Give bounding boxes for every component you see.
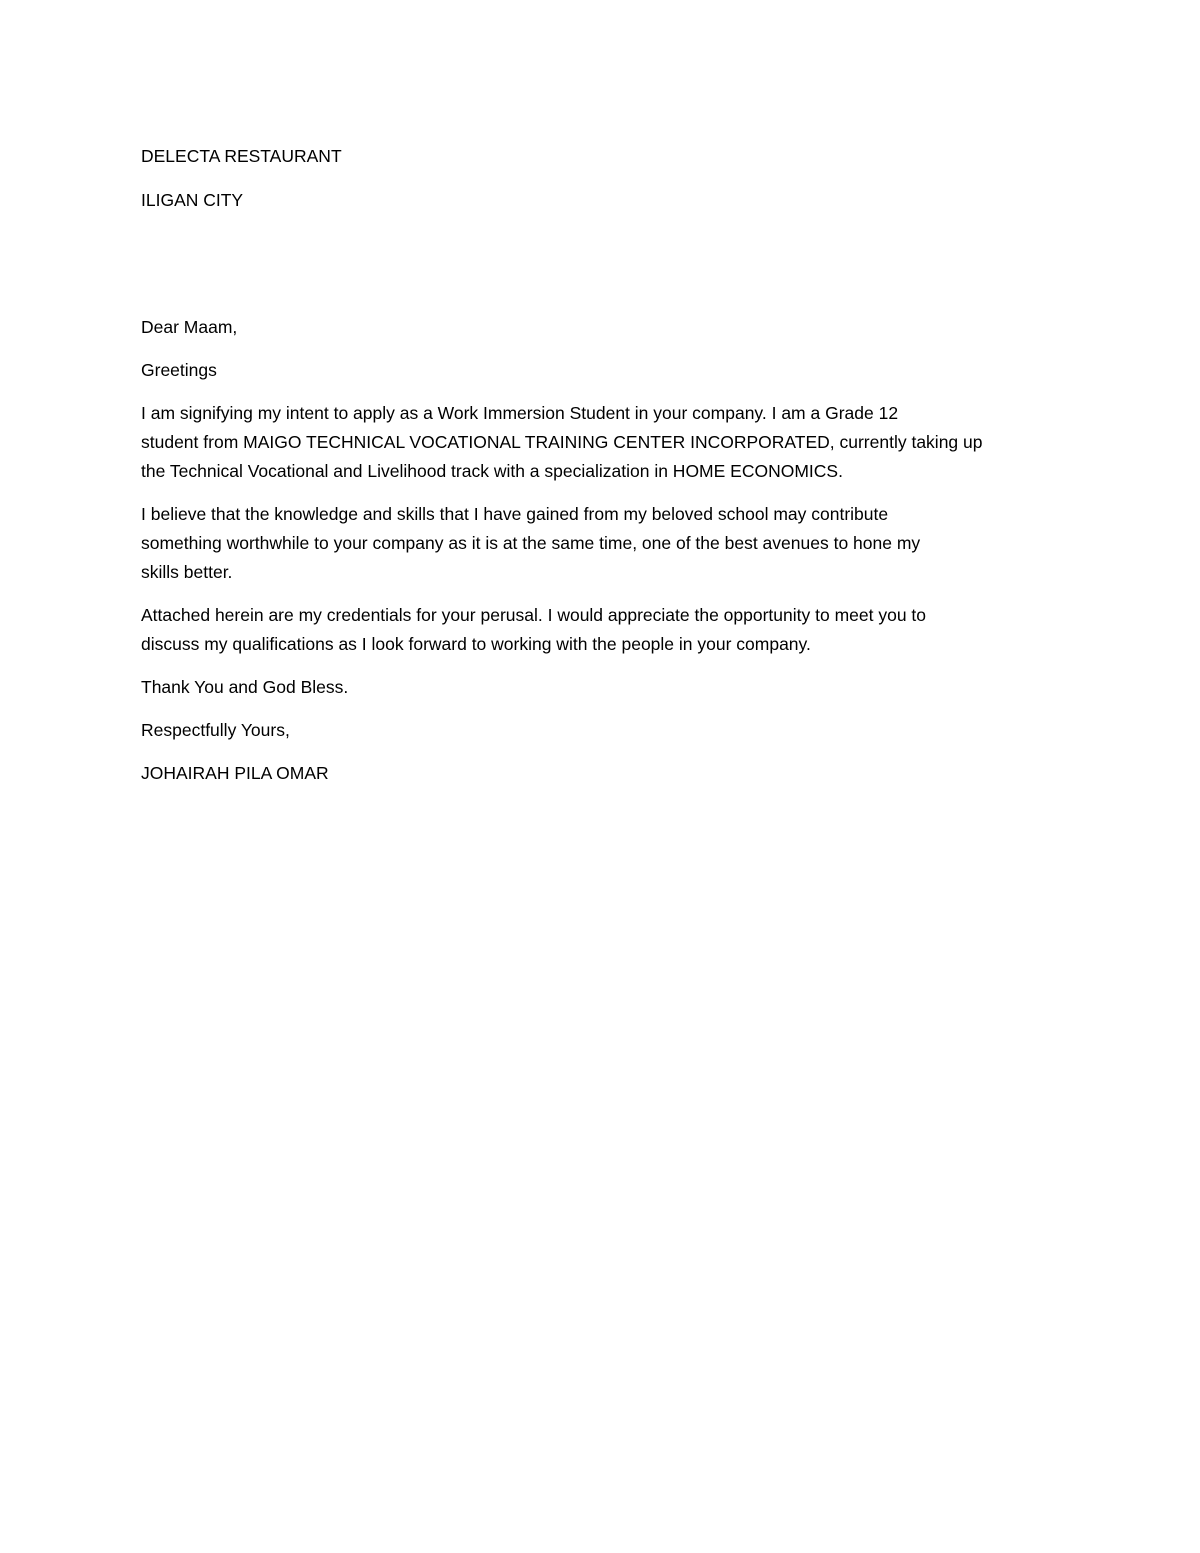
paragraph-line: discuss my qualifications as I look forward to working with the people in your company. bbox=[141, 634, 811, 654]
letter-body bbox=[141, 142, 1061, 802]
paragraph-intent bbox=[141, 399, 1061, 486]
signature-name: JOHAIRAH PILA OMAR bbox=[141, 763, 329, 783]
salutation: Dear Maam, bbox=[141, 317, 238, 337]
paragraph-line: I am signifying my intent to apply as a Work Immersion Student in your company. I am a Grade 12 bbox=[141, 403, 899, 423]
paragraph-line: student from MAIGO TECHNICAL VOCATIONAL TRAINING CENTER INCORPORATED, currently taking up bbox=[141, 432, 983, 452]
recipient-name: DELECTA RESTAURANT bbox=[141, 146, 342, 166]
paragraph-line: something worthwhile to your company as it is at the same time, one of the best avenues to hone my bbox=[141, 533, 921, 553]
closing: Respectfully Yours, bbox=[141, 720, 290, 740]
closing-thanks: Thank You and God Bless. bbox=[141, 677, 349, 697]
recipient-city: ILIGAN CITY bbox=[141, 190, 244, 210]
paragraph-line: skills better. bbox=[141, 562, 233, 582]
paragraph-credentials bbox=[141, 601, 1061, 659]
paragraph-line: Attached herein are my credentials for your perusal. I would appreciate the opportunity to meet you to bbox=[141, 605, 927, 625]
paragraph-line: the Technical Vocational and Livelihood track with a specialization in HOME ECONOMICS. bbox=[141, 461, 843, 481]
greeting: Greetings bbox=[141, 360, 217, 380]
paragraph-line: I believe that the knowledge and skills that I have gained from my beloved school may contribute bbox=[141, 504, 889, 524]
paragraph-skills bbox=[141, 500, 1061, 587]
